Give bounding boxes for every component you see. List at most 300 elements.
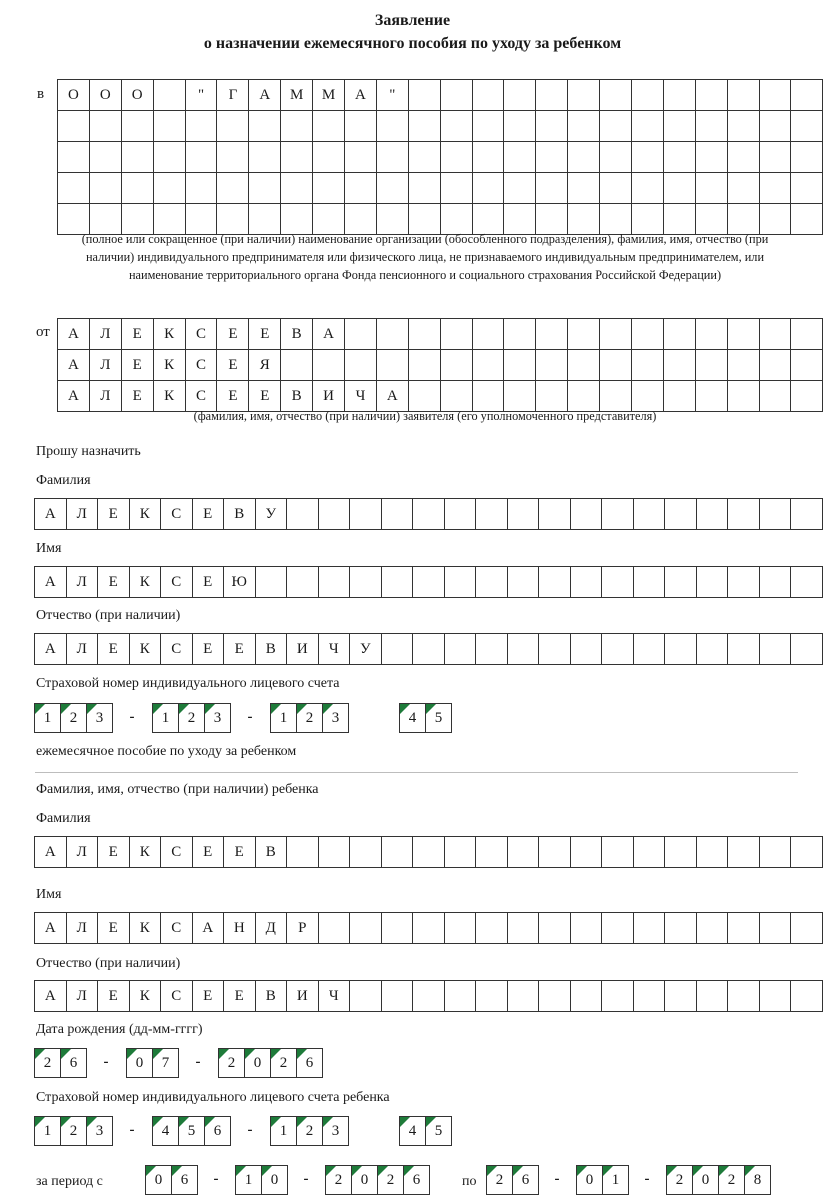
letter-cell[interactable] <box>345 319 377 350</box>
letter-cell[interactable] <box>504 350 536 381</box>
letter-cell[interactable] <box>472 173 504 204</box>
letter-cell[interactable]: Е <box>224 634 256 665</box>
letter-cell[interactable] <box>413 634 445 665</box>
letter-cell[interactable] <box>287 567 319 598</box>
letter-cell[interactable] <box>759 499 791 530</box>
letter-cell[interactable]: К <box>153 350 185 381</box>
letter-cell[interactable] <box>632 142 664 173</box>
letter-cell[interactable] <box>663 350 695 381</box>
letter-cell[interactable] <box>728 837 760 868</box>
letter-cell[interactable] <box>476 913 508 944</box>
letter-cell[interactable]: Е <box>98 913 130 944</box>
letter-cell[interactable] <box>696 981 728 1012</box>
letter-cell[interactable] <box>350 913 382 944</box>
digit-cell[interactable]: 4 <box>399 703 426 733</box>
letter-cell[interactable] <box>600 173 632 204</box>
digit-cell[interactable]: 0 <box>126 1048 153 1078</box>
digit-cell[interactable]: 2 <box>60 1116 87 1146</box>
digit-cell[interactable]: 0 <box>576 1165 603 1195</box>
letter-cell[interactable] <box>663 111 695 142</box>
digit-cell[interactable]: 0 <box>351 1165 378 1195</box>
letter-cell[interactable] <box>791 142 823 173</box>
letter-cell[interactable]: Л <box>66 567 98 598</box>
digit-cell[interactable]: 8 <box>744 1165 771 1195</box>
digit-cell[interactable]: 2 <box>325 1165 352 1195</box>
letter-cell[interactable] <box>759 173 791 204</box>
digit-cell[interactable]: 6 <box>512 1165 539 1195</box>
letter-cell[interactable] <box>507 634 539 665</box>
letter-cell[interactable]: Е <box>192 499 224 530</box>
digit-cell[interactable]: 2 <box>666 1165 693 1195</box>
letter-cell[interactable]: К <box>129 499 161 530</box>
letter-cell[interactable]: А <box>35 981 67 1012</box>
letter-cell[interactable]: Л <box>66 913 98 944</box>
letter-cell[interactable]: С <box>185 350 217 381</box>
letter-cell[interactable] <box>89 111 121 142</box>
digit-cell[interactable]: 5 <box>425 703 452 733</box>
letter-cell[interactable] <box>539 913 571 944</box>
letter-cell[interactable] <box>791 111 823 142</box>
letter-cell[interactable] <box>759 981 791 1012</box>
letter-cell[interactable] <box>759 913 791 944</box>
letter-cell[interactable]: К <box>153 319 185 350</box>
letter-cell[interactable] <box>504 173 536 204</box>
letter-cell[interactable] <box>791 837 823 868</box>
letter-cell[interactable]: Л <box>66 837 98 868</box>
letter-cell[interactable]: А <box>58 350 90 381</box>
letter-cell[interactable]: С <box>161 634 193 665</box>
letter-cell[interactable] <box>695 80 727 111</box>
letter-cell[interactable] <box>185 173 217 204</box>
letter-cell[interactable]: К <box>129 837 161 868</box>
letter-cell[interactable] <box>89 142 121 173</box>
letter-cell[interactable] <box>663 80 695 111</box>
digit-cell[interactable]: 7 <box>152 1048 179 1078</box>
letter-cell[interactable] <box>249 142 281 173</box>
letter-cell[interactable]: К <box>129 913 161 944</box>
letter-cell[interactable] <box>504 319 536 350</box>
letter-cell[interactable] <box>345 142 377 173</box>
letter-cell[interactable] <box>600 80 632 111</box>
letter-cell[interactable] <box>791 634 823 665</box>
letter-cell[interactable]: А <box>345 80 377 111</box>
letter-cell[interactable] <box>536 319 568 350</box>
letter-cell[interactable] <box>665 634 697 665</box>
letter-cell[interactable] <box>728 499 760 530</box>
letter-cell[interactable] <box>539 499 571 530</box>
letter-cell[interactable]: Е <box>224 981 256 1012</box>
letter-cell[interactable] <box>633 981 665 1012</box>
letter-cell[interactable]: Ч <box>318 981 350 1012</box>
letter-cell[interactable] <box>444 499 476 530</box>
letter-cell[interactable]: А <box>58 381 90 412</box>
letter-cell[interactable] <box>570 499 602 530</box>
letter-cell[interactable] <box>413 499 445 530</box>
digit-cell[interactable]: 2 <box>60 703 87 733</box>
letter-cell[interactable] <box>58 173 90 204</box>
letter-cell[interactable] <box>600 142 632 173</box>
letter-cell[interactable] <box>472 142 504 173</box>
letter-cell[interactable] <box>632 319 664 350</box>
letter-cell[interactable] <box>600 350 632 381</box>
letter-cell[interactable] <box>696 499 728 530</box>
letter-cell[interactable] <box>696 837 728 868</box>
letter-cell[interactable]: " <box>376 80 408 111</box>
letter-cell[interactable]: М <box>281 80 313 111</box>
digit-cell[interactable]: 1 <box>270 703 297 733</box>
letter-cell[interactable] <box>313 173 345 204</box>
letter-cell[interactable] <box>281 111 313 142</box>
letter-cell[interactable] <box>476 499 508 530</box>
letter-cell[interactable] <box>444 981 476 1012</box>
letter-cell[interactable]: О <box>58 80 90 111</box>
letter-cell[interactable]: А <box>35 913 67 944</box>
digit-cell[interactable]: 2 <box>296 703 323 733</box>
letter-cell[interactable] <box>440 111 472 142</box>
letter-cell[interactable]: К <box>129 634 161 665</box>
letter-cell[interactable]: В <box>255 837 287 868</box>
letter-cell[interactable]: А <box>35 499 67 530</box>
letter-cell[interactable] <box>791 204 823 235</box>
letter-cell[interactable] <box>350 499 382 530</box>
letter-cell[interactable] <box>791 913 823 944</box>
letter-cell[interactable]: Ч <box>345 381 377 412</box>
letter-cell[interactable] <box>663 319 695 350</box>
digit-cell[interactable]: 5 <box>178 1116 205 1146</box>
letter-cell[interactable] <box>633 567 665 598</box>
letter-cell[interactable] <box>507 837 539 868</box>
letter-cell[interactable] <box>185 111 217 142</box>
letter-cell[interactable] <box>408 111 440 142</box>
letter-cell[interactable] <box>602 499 634 530</box>
letter-cell[interactable] <box>281 142 313 173</box>
letter-cell[interactable] <box>381 567 413 598</box>
letter-cell[interactable] <box>440 319 472 350</box>
letter-cell[interactable] <box>440 80 472 111</box>
letter-cell[interactable]: Н <box>224 913 256 944</box>
letter-cell[interactable] <box>408 319 440 350</box>
letter-cell[interactable] <box>281 173 313 204</box>
letter-cell[interactable] <box>791 350 823 381</box>
digit-cell[interactable]: 4 <box>152 1116 179 1146</box>
letter-cell[interactable]: Е <box>98 981 130 1012</box>
letter-cell[interactable] <box>727 80 759 111</box>
letter-cell[interactable] <box>318 499 350 530</box>
letter-cell[interactable] <box>759 567 791 598</box>
letter-cell[interactable] <box>318 567 350 598</box>
letter-cell[interactable] <box>791 381 823 412</box>
digit-cell[interactable]: 6 <box>60 1048 87 1078</box>
letter-cell[interactable] <box>376 173 408 204</box>
letter-cell[interactable]: К <box>129 981 161 1012</box>
digit-cell[interactable]: 4 <box>399 1116 426 1146</box>
letter-cell[interactable] <box>759 80 791 111</box>
letter-cell[interactable] <box>728 567 760 598</box>
letter-cell[interactable] <box>791 173 823 204</box>
letter-cell[interactable] <box>255 567 287 598</box>
letter-cell[interactable] <box>507 567 539 598</box>
letter-cell[interactable] <box>665 837 697 868</box>
digit-cell[interactable]: 3 <box>86 1116 113 1146</box>
digit-cell[interactable]: 2 <box>218 1048 245 1078</box>
digit-cell[interactable]: 3 <box>204 703 231 733</box>
letter-cell[interactable] <box>570 913 602 944</box>
letter-cell[interactable] <box>665 567 697 598</box>
digit-cell[interactable]: 1 <box>34 703 61 733</box>
letter-cell[interactable] <box>539 837 571 868</box>
letter-cell[interactable] <box>376 319 408 350</box>
letter-cell[interactable] <box>759 142 791 173</box>
letter-cell[interactable] <box>695 111 727 142</box>
letter-cell[interactable] <box>413 567 445 598</box>
letter-cell[interactable] <box>568 111 600 142</box>
letter-cell[interactable] <box>476 567 508 598</box>
digit-cell[interactable]: 1 <box>152 703 179 733</box>
letter-cell[interactable]: Е <box>217 350 249 381</box>
letter-cell[interactable] <box>665 499 697 530</box>
letter-cell[interactable] <box>153 142 185 173</box>
letter-cell[interactable]: Е <box>121 350 153 381</box>
digit-cell[interactable]: 2 <box>178 703 205 733</box>
letter-cell[interactable] <box>632 111 664 142</box>
letter-cell[interactable] <box>539 981 571 1012</box>
letter-cell[interactable] <box>791 80 823 111</box>
digit-cell[interactable]: 3 <box>322 1116 349 1146</box>
letter-cell[interactable] <box>602 837 634 868</box>
letter-cell[interactable] <box>791 981 823 1012</box>
letter-cell[interactable] <box>632 80 664 111</box>
digit-cell[interactable]: 3 <box>322 703 349 733</box>
letter-cell[interactable] <box>507 981 539 1012</box>
letter-cell[interactable] <box>570 981 602 1012</box>
letter-cell[interactable]: В <box>255 981 287 1012</box>
letter-cell[interactable]: Е <box>192 837 224 868</box>
letter-cell[interactable] <box>381 913 413 944</box>
letter-cell[interactable] <box>602 567 634 598</box>
letter-cell[interactable] <box>345 350 377 381</box>
letter-cell[interactable]: В <box>281 319 313 350</box>
letter-cell[interactable] <box>536 80 568 111</box>
letter-cell[interactable] <box>759 350 791 381</box>
letter-cell[interactable]: Е <box>217 319 249 350</box>
letter-cell[interactable] <box>727 142 759 173</box>
digit-cell[interactable]: 1 <box>270 1116 297 1146</box>
letter-cell[interactable] <box>695 350 727 381</box>
letter-cell[interactable] <box>759 634 791 665</box>
letter-cell[interactable] <box>472 319 504 350</box>
letter-cell[interactable] <box>381 634 413 665</box>
letter-cell[interactable] <box>185 142 217 173</box>
letter-cell[interactable]: А <box>35 567 67 598</box>
letter-cell[interactable] <box>217 173 249 204</box>
letter-cell[interactable] <box>472 80 504 111</box>
letter-cell[interactable]: Ю <box>224 567 256 598</box>
digit-cell[interactable]: 2 <box>34 1048 61 1078</box>
letter-cell[interactable]: Е <box>217 381 249 412</box>
letter-cell[interactable] <box>318 837 350 868</box>
letter-cell[interactable]: Л <box>89 350 121 381</box>
letter-cell[interactable] <box>444 837 476 868</box>
letter-cell[interactable] <box>121 173 153 204</box>
digit-cell[interactable]: 0 <box>261 1165 288 1195</box>
letter-cell[interactable] <box>313 350 345 381</box>
letter-cell[interactable] <box>504 142 536 173</box>
letter-cell[interactable] <box>536 350 568 381</box>
letter-cell[interactable] <box>476 981 508 1012</box>
letter-cell[interactable] <box>728 981 760 1012</box>
digit-cell[interactable]: 2 <box>486 1165 513 1195</box>
digit-cell[interactable]: 2 <box>718 1165 745 1195</box>
letter-cell[interactable]: Е <box>98 837 130 868</box>
letter-cell[interactable]: А <box>249 80 281 111</box>
letter-cell[interactable] <box>568 173 600 204</box>
letter-cell[interactable]: Е <box>121 381 153 412</box>
digit-cell[interactable]: 6 <box>403 1165 430 1195</box>
letter-cell[interactable] <box>376 111 408 142</box>
letter-cell[interactable] <box>440 173 472 204</box>
letter-cell[interactable]: К <box>153 381 185 412</box>
letter-cell[interactable] <box>345 173 377 204</box>
letter-cell[interactable]: Л <box>66 499 98 530</box>
letter-cell[interactable] <box>350 981 382 1012</box>
digit-cell[interactable]: 1 <box>235 1165 262 1195</box>
letter-cell[interactable] <box>568 80 600 111</box>
letter-cell[interactable]: Е <box>98 499 130 530</box>
letter-cell[interactable] <box>727 319 759 350</box>
letter-cell[interactable] <box>568 142 600 173</box>
digit-cell[interactable]: 6 <box>204 1116 231 1146</box>
letter-cell[interactable] <box>600 319 632 350</box>
letter-cell[interactable] <box>727 173 759 204</box>
letter-cell[interactable]: О <box>89 80 121 111</box>
letter-cell[interactable] <box>345 111 377 142</box>
letter-cell[interactable] <box>504 111 536 142</box>
letter-cell[interactable] <box>632 173 664 204</box>
letter-cell[interactable] <box>313 111 345 142</box>
letter-cell[interactable]: Е <box>192 981 224 1012</box>
letter-cell[interactable] <box>665 913 697 944</box>
letter-cell[interactable] <box>536 142 568 173</box>
letter-cell[interactable] <box>633 837 665 868</box>
letter-cell[interactable]: Л <box>66 981 98 1012</box>
letter-cell[interactable] <box>633 499 665 530</box>
letter-cell[interactable]: О <box>121 80 153 111</box>
letter-cell[interactable]: И <box>313 381 345 412</box>
letter-cell[interactable]: В <box>224 499 256 530</box>
letter-cell[interactable] <box>665 981 697 1012</box>
digit-cell[interactable]: 0 <box>244 1048 271 1078</box>
letter-cell[interactable]: У <box>255 499 287 530</box>
letter-cell[interactable]: В <box>255 634 287 665</box>
letter-cell[interactable] <box>727 350 759 381</box>
letter-cell[interactable] <box>536 111 568 142</box>
letter-cell[interactable]: Л <box>89 381 121 412</box>
letter-cell[interactable]: С <box>161 913 193 944</box>
letter-cell[interactable]: Е <box>224 837 256 868</box>
letter-cell[interactable] <box>695 319 727 350</box>
letter-cell[interactable] <box>281 350 313 381</box>
letter-cell[interactable] <box>476 634 508 665</box>
digit-cell[interactable]: 2 <box>296 1116 323 1146</box>
letter-cell[interactable]: Д <box>255 913 287 944</box>
letter-cell[interactable] <box>287 837 319 868</box>
letter-cell[interactable] <box>408 142 440 173</box>
letter-cell[interactable] <box>602 913 634 944</box>
digit-cell[interactable]: 5 <box>425 1116 452 1146</box>
letter-cell[interactable]: Ч <box>318 634 350 665</box>
letter-cell[interactable] <box>58 111 90 142</box>
letter-cell[interactable]: Г <box>217 80 249 111</box>
letter-cell[interactable]: Е <box>249 381 281 412</box>
letter-cell[interactable] <box>633 634 665 665</box>
letter-cell[interactable] <box>600 111 632 142</box>
letter-cell[interactable] <box>602 634 634 665</box>
letter-cell[interactable]: М <box>313 80 345 111</box>
letter-cell[interactable] <box>476 837 508 868</box>
letter-cell[interactable] <box>408 80 440 111</box>
letter-cell[interactable]: К <box>129 567 161 598</box>
letter-cell[interactable] <box>570 837 602 868</box>
letter-cell[interactable] <box>504 80 536 111</box>
letter-cell[interactable] <box>728 634 760 665</box>
letter-cell[interactable] <box>539 634 571 665</box>
letter-cell[interactable] <box>153 111 185 142</box>
letter-cell[interactable] <box>408 350 440 381</box>
digit-cell[interactable]: 6 <box>171 1165 198 1195</box>
letter-cell[interactable] <box>376 350 408 381</box>
letter-cell[interactable] <box>570 634 602 665</box>
letter-cell[interactable]: А <box>376 381 408 412</box>
letter-cell[interactable] <box>444 634 476 665</box>
letter-cell[interactable] <box>568 350 600 381</box>
letter-cell[interactable] <box>727 111 759 142</box>
letter-cell[interactable]: А <box>192 913 224 944</box>
letter-cell[interactable] <box>408 173 440 204</box>
letter-cell[interactable]: Л <box>66 634 98 665</box>
letter-cell[interactable] <box>121 111 153 142</box>
letter-cell[interactable] <box>632 350 664 381</box>
letter-cell[interactable] <box>791 567 823 598</box>
letter-cell[interactable] <box>287 499 319 530</box>
letter-cell[interactable] <box>217 111 249 142</box>
letter-cell[interactable]: С <box>185 381 217 412</box>
digit-cell[interactable]: 0 <box>692 1165 719 1195</box>
letter-cell[interactable]: Р <box>287 913 319 944</box>
letter-cell[interactable]: С <box>161 837 193 868</box>
letter-cell[interactable] <box>759 837 791 868</box>
letter-cell[interactable] <box>759 319 791 350</box>
letter-cell[interactable] <box>507 913 539 944</box>
letter-cell[interactable]: А <box>58 319 90 350</box>
letter-cell[interactable] <box>602 981 634 1012</box>
letter-cell[interactable] <box>695 173 727 204</box>
digit-cell[interactable]: 2 <box>270 1048 297 1078</box>
letter-cell[interactable] <box>313 142 345 173</box>
letter-cell[interactable] <box>217 142 249 173</box>
letter-cell[interactable] <box>568 319 600 350</box>
letter-cell[interactable] <box>696 567 728 598</box>
letter-cell[interactable] <box>472 350 504 381</box>
letter-cell[interactable] <box>381 837 413 868</box>
letter-cell[interactable]: Е <box>98 567 130 598</box>
letter-cell[interactable] <box>570 567 602 598</box>
letter-cell[interactable]: С <box>161 499 193 530</box>
letter-cell[interactable] <box>791 499 823 530</box>
letter-cell[interactable] <box>153 80 185 111</box>
letter-cell[interactable] <box>413 981 445 1012</box>
letter-cell[interactable]: " <box>185 80 217 111</box>
letter-cell[interactable]: Е <box>192 567 224 598</box>
